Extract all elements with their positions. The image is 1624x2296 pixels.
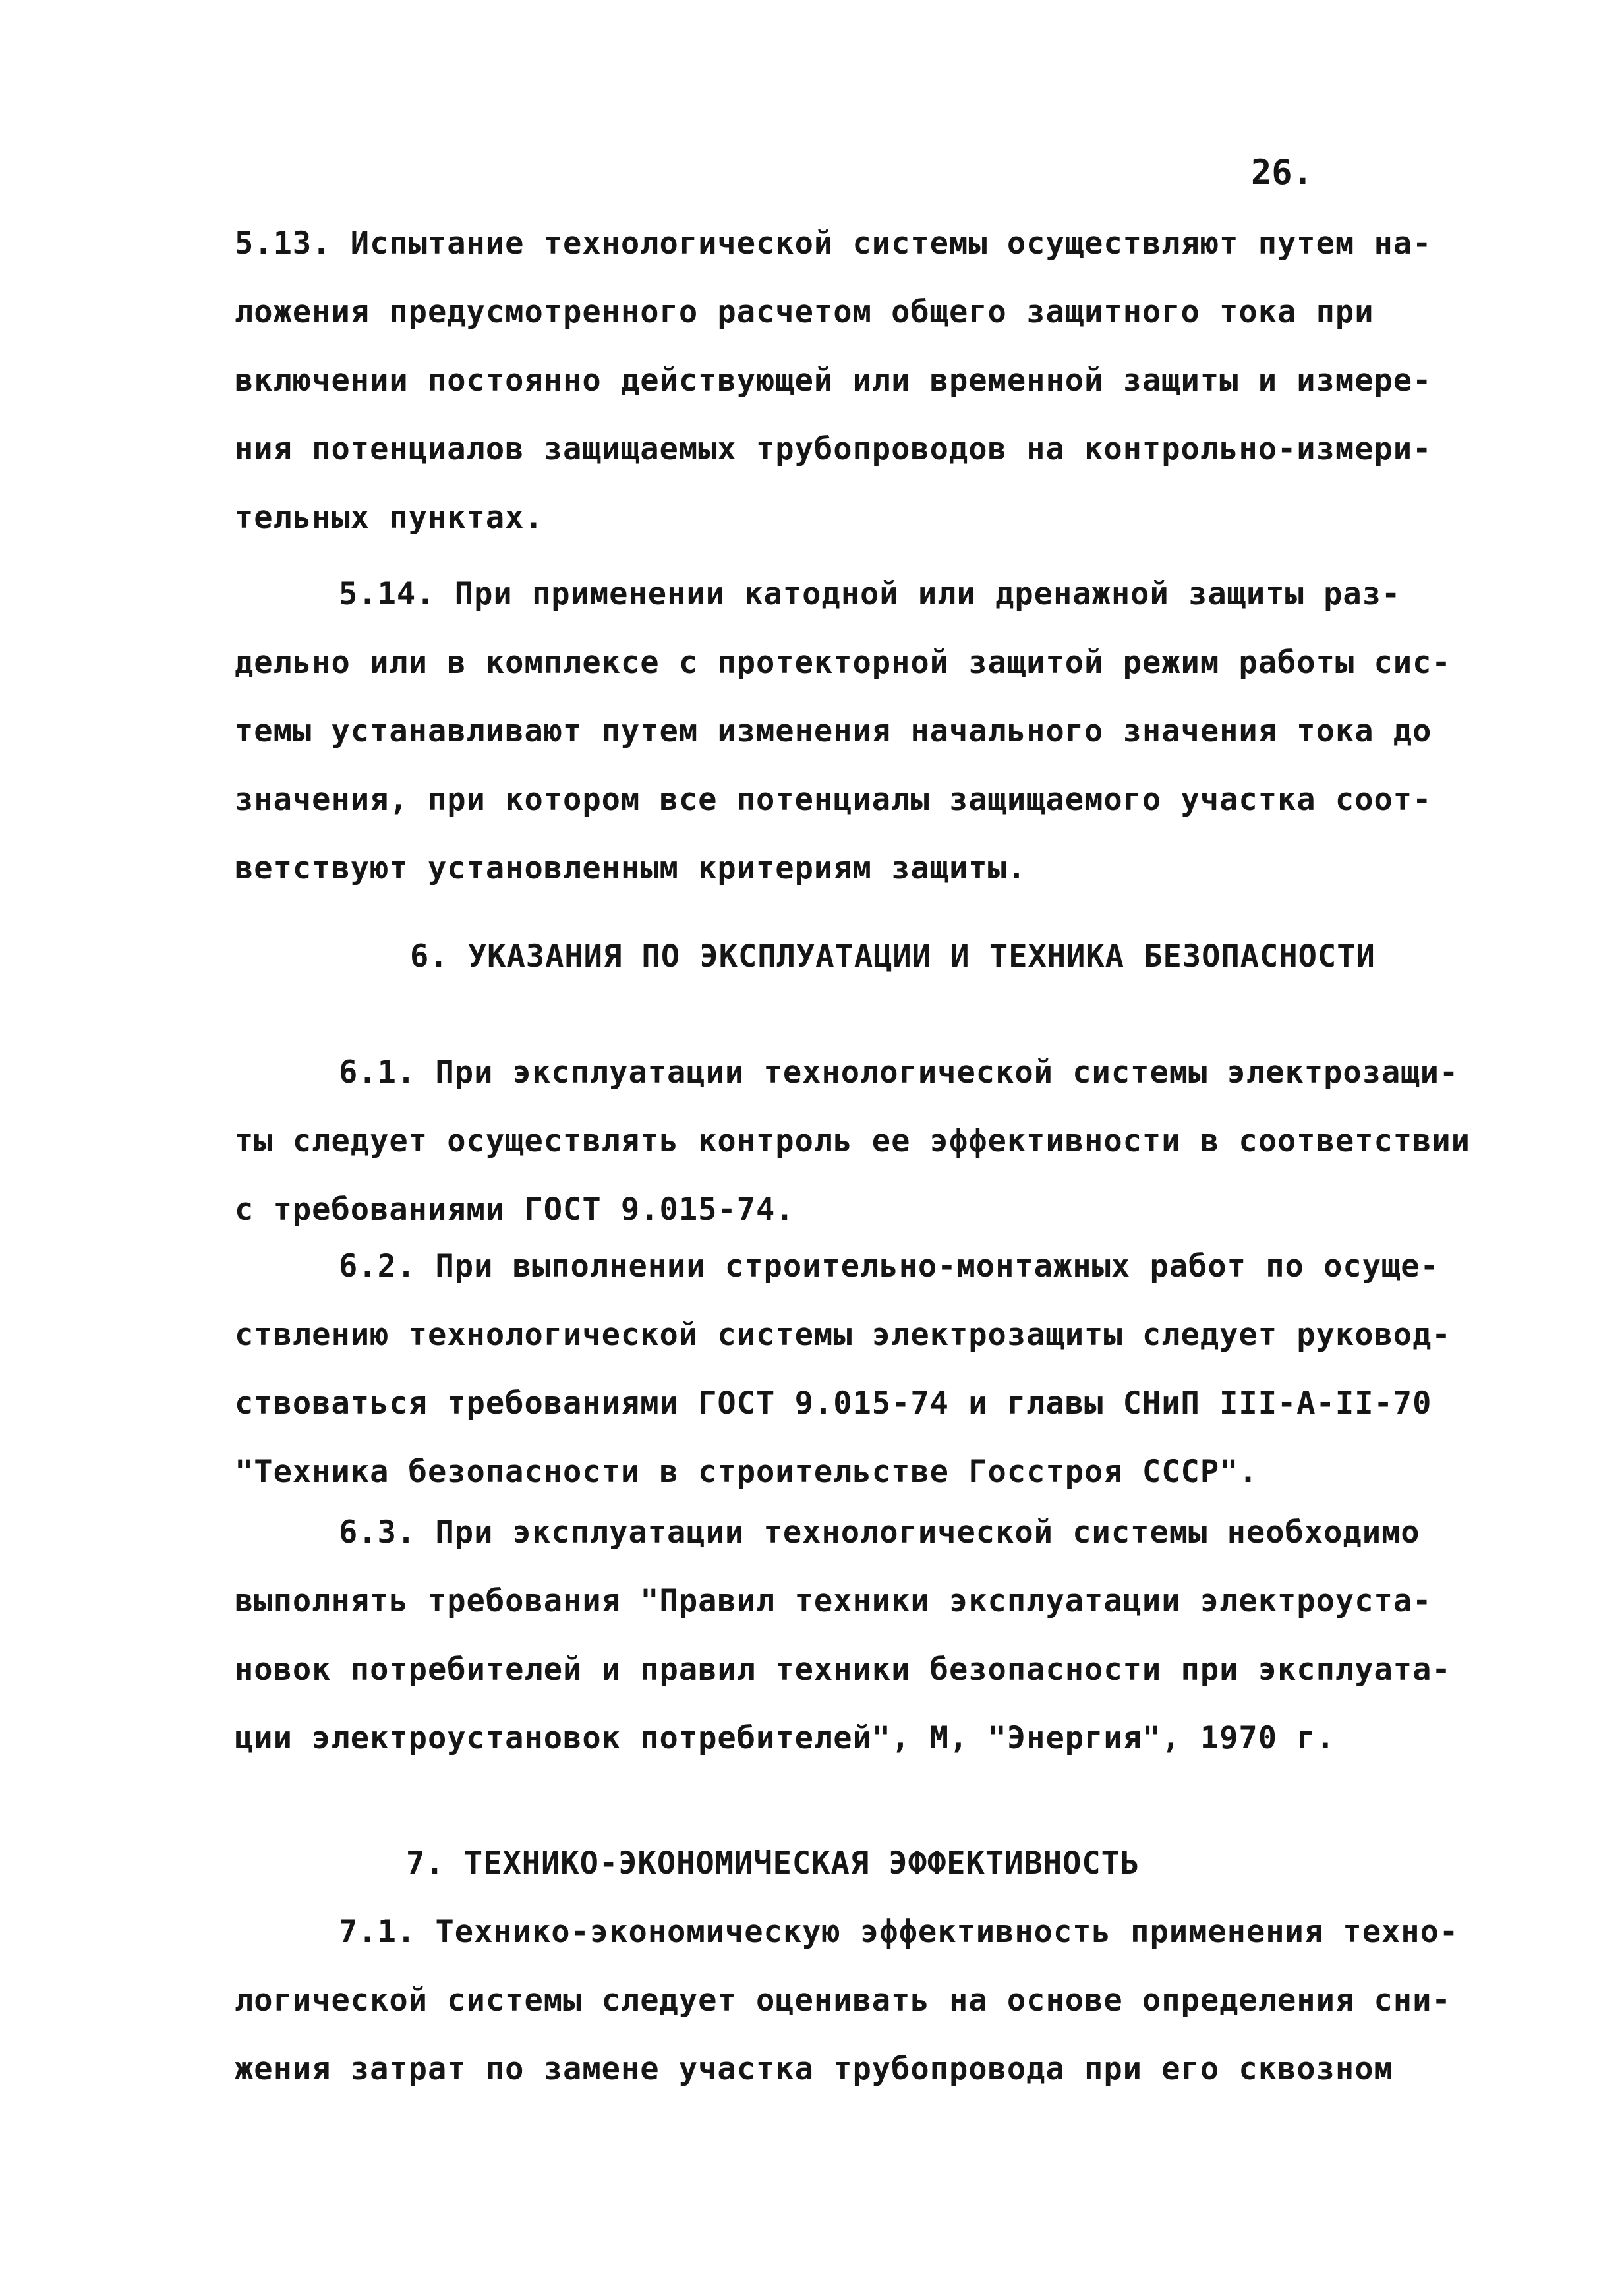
section-7-heading: 7. ТЕХНИКО-ЭКОНОМИЧЕСКАЯ ЭФФЕКТИВНОСТЬ (406, 1845, 1140, 1881)
text-line: темы устанавливают путем изменения начального значения тока до (235, 713, 1432, 749)
text-line: ложения предусмотренного расчетом общего защитного тока при (235, 294, 1374, 330)
page-number: 26. (1251, 153, 1313, 192)
text-line: 6.1. При эксплуатации технологической системы электрозащи- (339, 1054, 1459, 1091)
text-line: 5.14. При применении катодной или дренажной защиты раз- (339, 576, 1401, 612)
text-line: ствлению технологической системы электрозащиты следует руковод- (235, 1317, 1451, 1353)
paragraph-6-2 (235, 1232, 1487, 1507)
text-line: 6.3. При эксплуатации технологической системы необходимо (339, 1514, 1420, 1551)
text-line: выполнять требования "Правил техники эксплуатации электроуста- (235, 1583, 1432, 1619)
text-line: значения, при котором все потенциалы защищаемого участка соот- (235, 782, 1432, 818)
paragraph-5-14 (235, 560, 1487, 903)
text-line: ты следует осуществлять контроль ее эффективности в соответствии (235, 1123, 1470, 1159)
section-6-heading: 6. УКАЗАНИЯ ПО ЭКСПЛУАТАЦИИ И ТЕХНИКА БЕЗОПАСНОСТИ (410, 938, 1376, 975)
text-line: дельно или в комплексе с протекторной защитой режим работы сис- (235, 645, 1451, 681)
text-line: 7.1. Технико-экономическую эффективность применения техно- (339, 1914, 1459, 1950)
text-line: жения затрат по замене участка трубопровода при его сквозном (235, 2051, 1393, 2087)
text-line: логической системы следует оценивать на основе определения сни- (235, 1982, 1451, 2019)
text-line: с требованиями ГОСТ 9.015-74. (235, 1191, 795, 1228)
paragraph-6-1 (235, 1039, 1487, 1244)
text-line: "Техника безопасности в строительстве Госстроя СССР". (235, 1454, 1258, 1490)
paragraph-5-13 (235, 210, 1487, 552)
text-line: новок потребителей и правил техники безопасности при эксплуата- (235, 1651, 1451, 1688)
text-line: 5.13. Испытание технологической системы осуществляют путем на- (235, 225, 1432, 262)
text-line: 6.2. При выполнении строительно-монтажных работ по осуще- (339, 1248, 1439, 1284)
text-line: включении постоянно действующей или временной защиты и измере- (235, 362, 1432, 399)
text-line: ветствуют установленным критериям защиты. (235, 850, 1027, 886)
text-line: ствоваться требованиями ГОСТ 9.015-74 и главы СНиП III-А-II-70 (235, 1385, 1432, 1421)
paragraph-7-1 (235, 1898, 1487, 2104)
text-line: ции электроустановок потребителей", М, "Энергия", 1970 г. (235, 1720, 1335, 1756)
paragraph-6-3 (235, 1499, 1487, 1773)
text-line: ния потенциалов защищаемых трубопроводов на контрольно-измери- (235, 431, 1432, 467)
text-line: тельных пунктах. (235, 500, 544, 536)
